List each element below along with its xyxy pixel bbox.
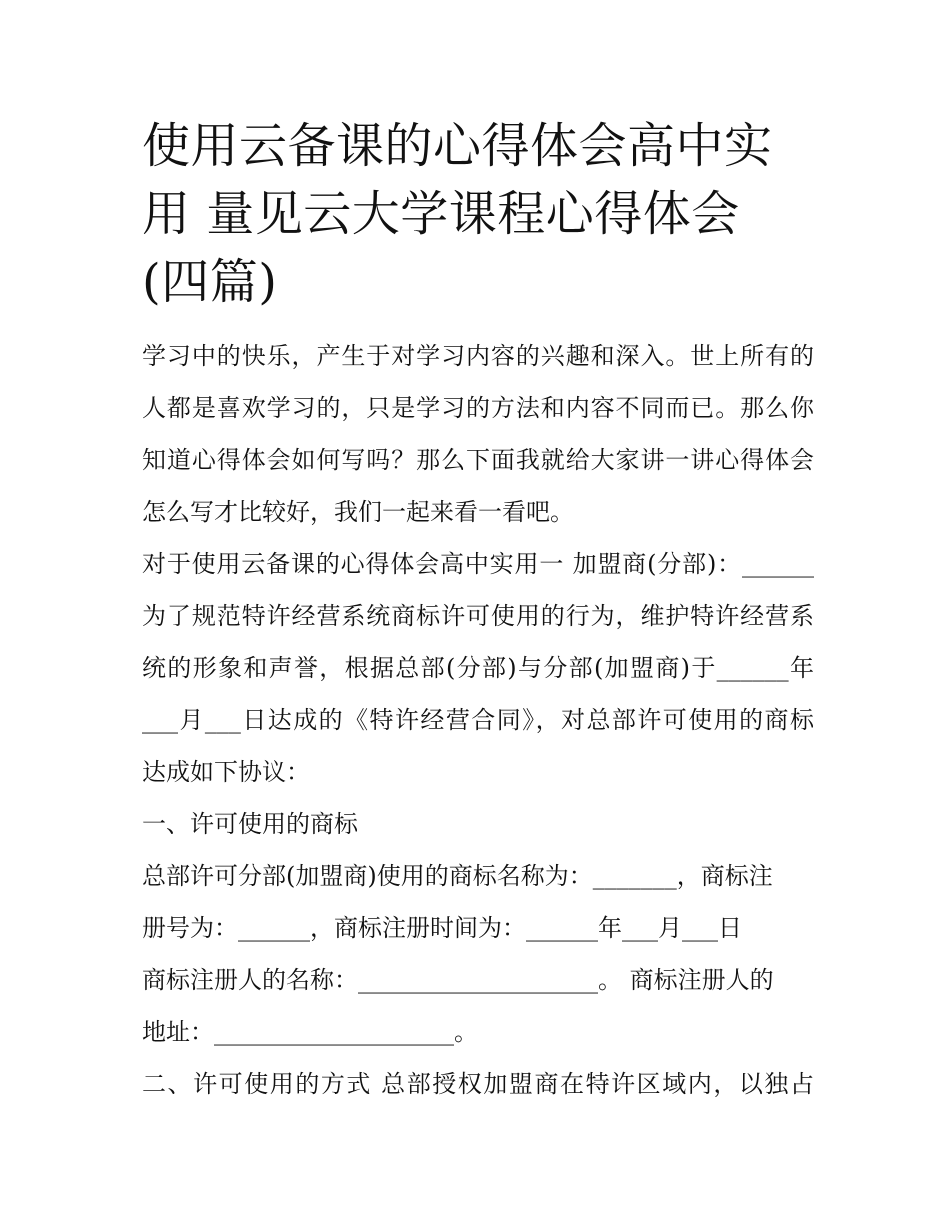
section-heading: 一、许可使用的商标	[142, 810, 358, 838]
body-line: 为了规范特许经营系统商标许可使用的行为，维护特许经营系	[142, 602, 814, 630]
body-line: 册号为：______，商标注册时间为：______年___月___日	[142, 914, 742, 942]
body-line: 学习中的快乐，产生于对学习内容的兴趣和深入。世上所有的	[142, 342, 814, 370]
body-line: ___月___日达成的《特许经营合同》，对总部许可使用的商标	[142, 706, 814, 734]
body-line: 怎么写才比较好，我们一起来看一看吧。	[142, 498, 574, 526]
body-line: 总部许可分部(加盟商)使用的商标名称为：_______，商标注	[142, 862, 773, 890]
body-line: 人都是喜欢学习的，只是学习的方法和内容不同而已。那么你	[142, 394, 814, 422]
body-line: 商标注册人的名称：____________________。 商标注册人的	[142, 966, 774, 994]
body-line: 统的形象和声誉，根据总部(分部)与分部(加盟商)于______年	[142, 654, 814, 682]
document-body	[142, 330, 814, 1110]
body-line: 知道心得体会如何写吗？那么下面我就给大家讲一讲心得体会	[142, 446, 814, 474]
body-line: 对于使用云备课的心得体会高中实用一 加盟商(分部)：______	[142, 550, 814, 578]
document-title	[142, 112, 814, 316]
title-line: 使用云备课的心得体会高中实	[142, 118, 773, 174]
title-line: (四篇)	[142, 254, 278, 310]
body-line: 达成如下协议：	[142, 758, 310, 786]
title-line: 用 量见云大学课程心得体会	[142, 186, 740, 242]
document-page	[142, 112, 814, 1110]
body-line: 地址：____________________。	[142, 1018, 478, 1046]
body-line: 二、许可使用的方式 总部授权加盟商在特许区域内，以独占	[142, 1070, 814, 1098]
